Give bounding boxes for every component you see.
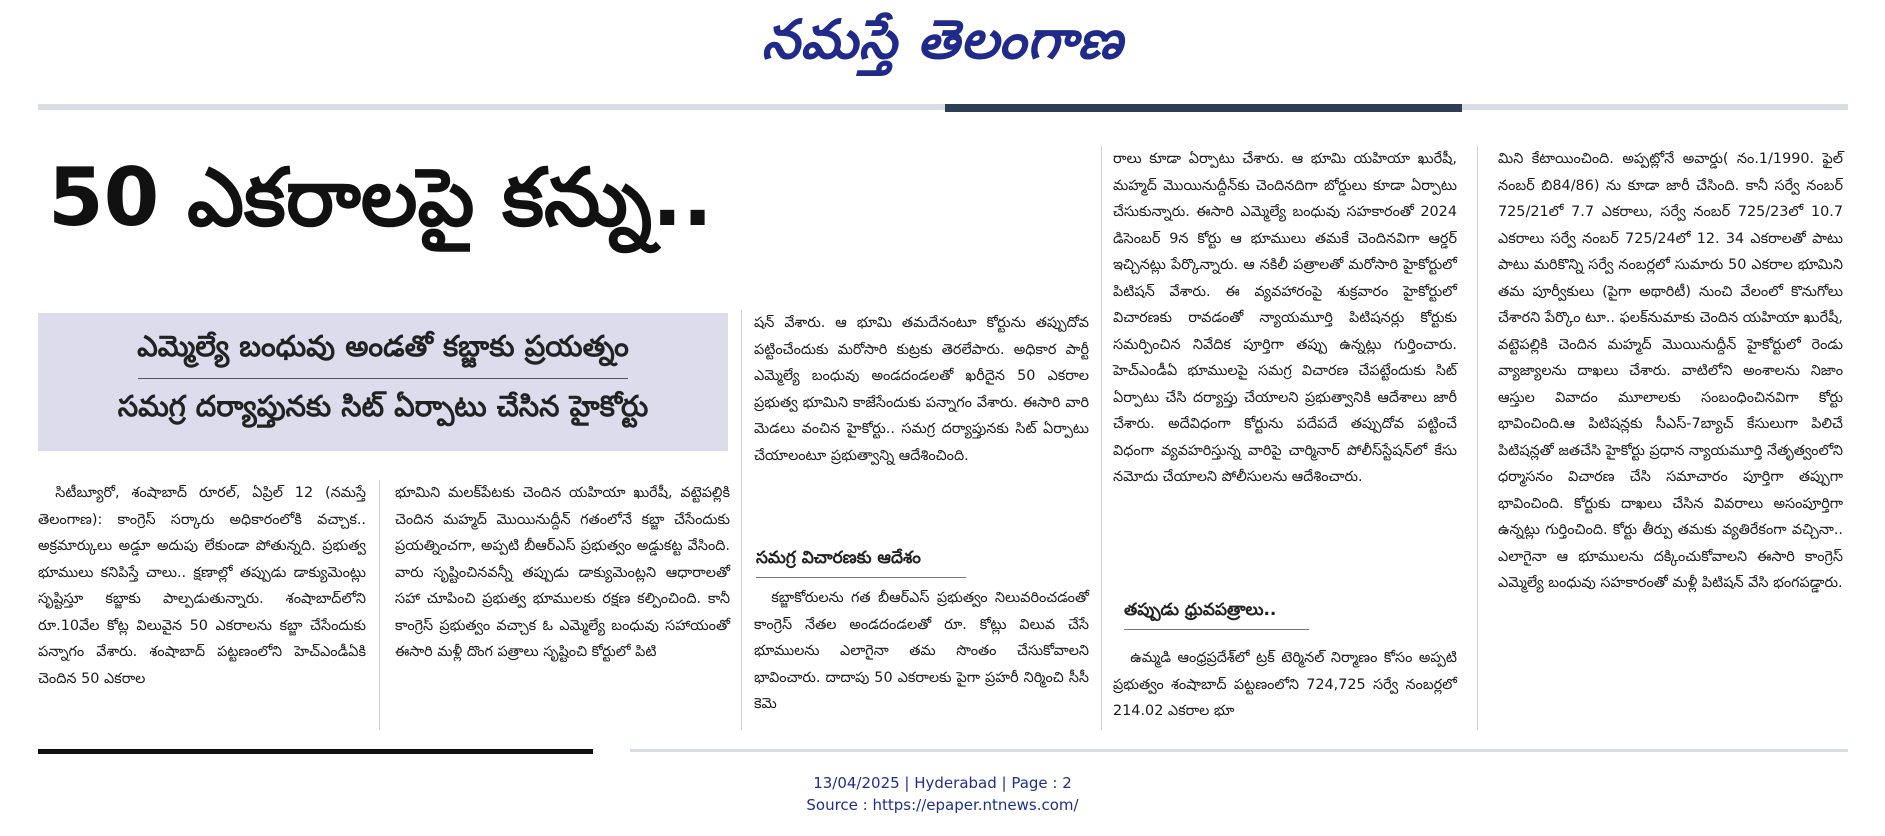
headline: 50 ఎకరాలపై కన్ను.. [48, 151, 713, 244]
body-text: మిని కేటాయించింది. అప్పట్లోనే అవార్డు( నం.1/1990. ఫైల్ నంబర్ బి84/86) ను కూడా జారీ చేసింది. కానీ సర్వే నంబర్ 725/21లో 7.7 ఎకరాలు, సర్వే నంబర్ 725/23లో 10.7 ఎకరాలు సర్వే నంబర్ 725/24లో 12. 34 ఎకరాలతో పాటు పాటు మరికొన్ని సర్వే నంబర్లలో సుమారు 50 ఎకరాల భూమిని తమ పూర్వీకులు (పైగా అథారిటీ) నుంచి వేలంలో కొనుగోలు చేశారని పేర్కొం టూ.. ఫలక్‌నుమాకు చెందిన యహియా ఖురేషీ, వట్టెపల్లికి చెందిన మహ్మద్ మొయినుద్దీన్ హైకోర్టులో రెండు వ్యాజ్యాలను దాఖలు చేశారు. వాటిలోని అంశాలను నిజాం ఆస్తుల వివాదం మూలాలకు సంబంధించినవిగా కోర్టు భావించింది.ఆ పిటిషన్లకు సీఎస్-7బ్యాచ్ కేసులుగా పిలిచే పిటిషన్లతో జతచేసి హైకోర్టు ప్రధాన న్యాయమూర్తి నేతృత్వంలోని ధర్మాసనం విచారణ చేసి సమాచారం పూర్తిగా తప్పుగా భావించింది. కోర్టుకు దాఖలు చేసిన వివరాలు అసంపూర్తిగా ఉన్నట్లు గుర్తించింది. కోర్టు తీర్పు తమకు వ్యతిరేకంగా వచ్చినా.. ఎలాగైనా ఆ భూములను దక్కించుకోవాలని ఈసారి కాంగ్రెస్ ఎమ్మెల్యే బంధువు సహకారంతో మళ్లీ పిటిషన్ వేసి భంగపడ్డారు. [1498, 151, 1843, 591]
column-divider [1477, 146, 1478, 730]
section-heading-underline [1124, 629, 1309, 630]
article-column-5 [1498, 146, 1843, 597]
column-divider [741, 310, 742, 730]
source-link[interactable]: Source : https://epaper.ntnews.com/ [806, 796, 1079, 814]
body-text: భూమిని మలక్‌పేటకు చెందిన యహియా ఖురేషీ, వట్టెపల్లికి చెందిన మహ్మద్ మొయినుద్దీన్ గతంలోనే కబ్జా చేసేందుకు ప్రయత్నించగా, అప్పటి బీఆర్‌ఎస్ ప్రభుత్వం అడ్డుకట్ట వేసింది. వారు సృష్టించినవన్నీ తప్పుడు డాక్యుమెంట్లని ఆధారాలతో సహా చూపించి ప్రభుత్వ భూములకు రక్షణ కల్పించింది. కానీ కాంగ్రెస్ ప్రభుత్వం వచ్చాక ఓ ఎమ్మెల్యే బంధువు సహాయంతో ఈసారి మళ్లీ దొంగ పత్రాలు సృష్టించి కోర్టులో పిటి [395, 485, 730, 660]
column-divider [1101, 146, 1102, 730]
footer-rule-accent [38, 749, 593, 754]
subheading-box [38, 313, 728, 451]
section-heading-2: తప్పుడు ధ్రువపత్రాలు.. [1124, 600, 1277, 620]
header-rule [38, 104, 1848, 110]
subheading-2: సమగ్ర దర్యాప్తునకు సిట్ ఏర్పాటు చేసిన హైకోర్టు [117, 389, 649, 423]
article-column-2 [395, 480, 730, 666]
footer-rule [630, 749, 1848, 752]
body-text: షన్ వేశారు. ఆ భూమి తమదేనంటూ కోర్టును తప్పుదోవ పట్టించేందుకు మరోసారి కుట్రకు తెరలేపారు. అధికార పార్టీ ఎమ్మెల్యే బంధువు అండదండలతో ఖరీదైన 50 ఎకరాల ప్రభుత్వ భూమిని కాజేసేందుకు పన్నాగం వేశారు. ఈసారి వారి మెడలు వంచిన హైకోర్టు.. సమగ్ర దర్యాప్తునకు సిట్ ఏర్పాటు చేయాలంటూ ప్రభుత్వాన్ని ఆదేశించింది. [754, 315, 1089, 464]
article-column-4-top [1113, 146, 1457, 491]
body-text: సిటీబ్యూరో, శంషాబాద్ రూరల్, ఏప్రిల్ 12 (నమస్తే తెలంగాణ): కాంగ్రెస్ సర్కారు అధికారంలోకి వచ్చాక.. అక్రమార్కులు అడ్డూ అదుపు లేకుండా పోతున్నది. ప్రభుత్వ భూములు కనిపిస్తే చాలు.. క్షణాల్లో తప్పుడు డాక్యుమెంట్లు సృష్టిస్తూ కబ్జాకు పాల్పడుతున్నారు. శంషాబాద్‌లోని రూ.10వేల కోట్ల విలువైన 50 ఎకరాలను కబ్జా చేసేందుకు పన్నాగం వేశారు. శంషాబాద్ పట్టణంలోని హెచ్‌ఎండీఏకి చెందిన 50 ఎకరాల [38, 485, 366, 687]
article-column-1 [38, 480, 366, 692]
article-column-3-top [754, 310, 1089, 469]
header-rule-accent [945, 104, 1462, 112]
body-text: ఉమ్మడి ఆంధ్రప్రదేశ్‌లో ట్రక్ టెర్మినల్ నిర్మాణం కోసం అప్పటి ప్రభుత్వం శంషాబాద్ పట్టణంలోని 724,725 సర్వే నంబర్లలో 214.02 ఎకరాల భూ [1113, 650, 1457, 719]
subheading-divider [138, 378, 628, 379]
body-text: రాలు కూడా ఏర్పాటు చేశారు. ఆ భూమి యహియా ఖురేషీ, మహ్మద్ మొయినుద్దీన్‌కు చెందినదిగా బోర్డులు కూడా ఏర్పాటు చేసుకున్నారు. ఈసారి ఎమ్మెల్యే బంధువు సహకారంతో 2024 డిసెంబర్ 9న కోర్టు ఆ భూములు తమకే చెందినవిగా ఆర్డర్ ఇచ్చినట్లు పేర్కొన్నారు. ఆ నకిలీ పత్రాలతో మరోసారి హైకోర్టులో పిటిషన్ వేశారు. ఈ వ్యవహారంపై శుక్రవారం హైకోర్టులో విచారణకు రావడంతో న్యాయమూర్తి పిటిషనర్లు కోర్టుకు సమర్పించిన నివేదిక పూర్తిగా తప్పు ఉన్నట్లు గుర్తించారు. హెచ్‌ఎండీఏ భూములపై సమగ్ర విచారణ చేపట్టేందుకు సిట్ ఏర్పాటు చేసి దర్యాప్తు చేయాలని ప్రభుత్వానికి ఆదేశాలు జారీ చేశారు. అదేవిధంగా కోర్టును పదేపదే తప్పుదోవ పట్టించే విధంగా వ్యవహరిస్తున్న వారిపై చార్మినార్ పోలీస్‌స్టేషన్‌లో కేసు నమోదు చేయాలని పోలీసులను ఆదేశించారు. [1113, 151, 1457, 485]
article-column-4-bottom [1113, 645, 1457, 725]
subheading-1: ఎమ్మెల్యే బంధువు అండతో కబ్జాకు ప్రయత్నం [137, 329, 629, 363]
section-heading-underline [756, 577, 966, 578]
article-column-3-bottom [754, 585, 1089, 718]
masthead-logo: నమస్తే తెలంగాణ [761, 7, 1124, 71]
section-heading-1: సమగ్ర విచారణకు ఆదేశం [756, 548, 921, 568]
column-divider [379, 480, 380, 730]
dateline: 13/04/2025 | Hyderabad | Page : 2 [813, 774, 1072, 792]
body-text: కబ్జాకోరులను గత బీఆర్‌ఎస్ ప్రభుత్వం నిలువరించడంతో కాంగ్రెస్ నేతల అండదండలతో రూ. కోట్లు విలువ చేసే భూములను ఎలాగైనా తమ సొంతం చేసుకోవాలని భావించారు. దాదాపు 50 ఎకరాలకు పైగా ప్రహరీ నిర్మించి సీసీ కెమె [754, 590, 1089, 712]
